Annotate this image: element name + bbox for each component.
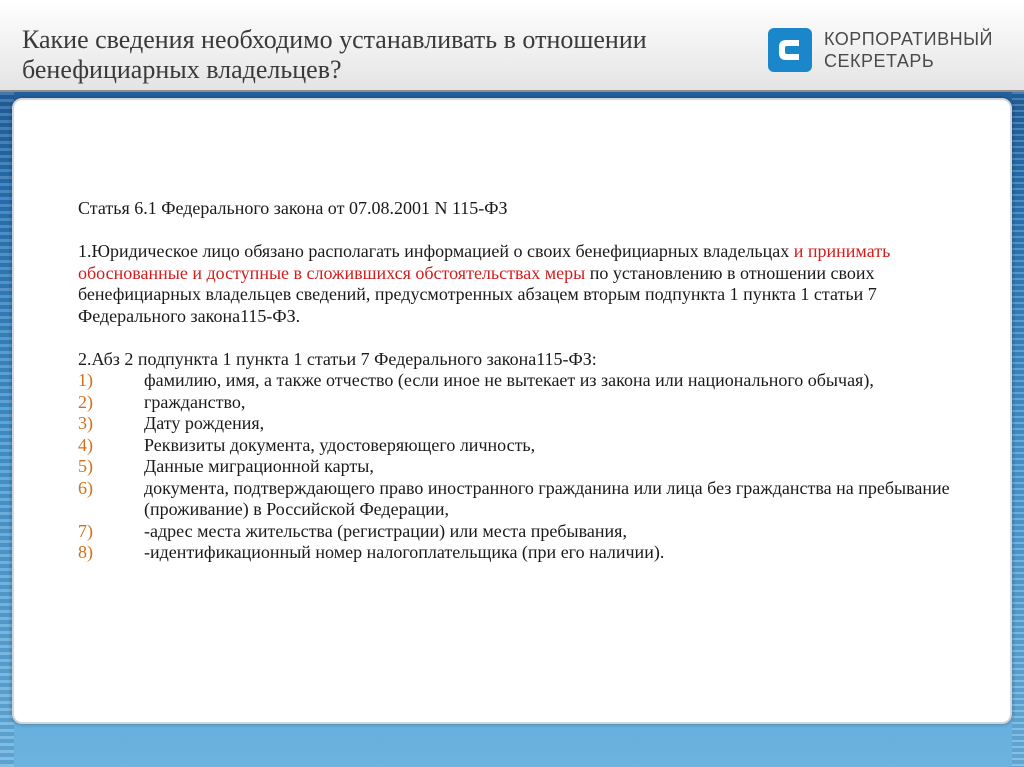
list-item bbox=[78, 413, 958, 435]
company-logo bbox=[768, 26, 1008, 74]
paragraph-1-suffix: по установлению в отношении своих бенефициарных владельцев сведений, предусмотренных абзацем вторым подпункта 1 пункта 1 статьи 7 Федерального закона115-ФЗ. bbox=[78, 262, 877, 326]
list-item bbox=[78, 542, 958, 564]
spacer bbox=[78, 327, 958, 349]
slide-title: Какие сведения необходимо устанавливать в отношении бенефициарных владельцев? bbox=[22, 25, 647, 84]
list-number: 7) bbox=[78, 520, 93, 541]
paragraph-1-prefix: 1.Юридическое лицо обязано располагать информацией о своих бенефициарных владельцах bbox=[78, 241, 794, 261]
article-heading: Статья 6.1 Федерального закона от 07.08.2001 N 115-ФЗ bbox=[78, 198, 508, 218]
body-text bbox=[78, 198, 958, 564]
list-number: 2) bbox=[78, 391, 93, 412]
list-item bbox=[78, 521, 958, 543]
list-number: 8) bbox=[78, 542, 93, 562]
logo-line-2: СЕКРЕТАРЬ bbox=[824, 51, 935, 71]
list-number: 1) bbox=[78, 370, 93, 390]
paragraph-1 bbox=[78, 241, 958, 327]
list-number: 5) bbox=[78, 456, 93, 476]
logo-text bbox=[824, 28, 1014, 72]
list-item bbox=[78, 478, 958, 521]
content-panel bbox=[12, 98, 1012, 724]
list-text: -адрес места жительства (регистрации) или места пребывания, bbox=[144, 520, 627, 541]
list-item bbox=[78, 370, 958, 392]
list-text: фамилию, имя, а также отчество (если иное не вытекает из закона или национального обычая), bbox=[144, 370, 874, 390]
header-band bbox=[0, 0, 1024, 92]
list-text: гражданство, bbox=[144, 391, 246, 412]
list-item bbox=[78, 456, 958, 478]
list-number: 3) bbox=[78, 413, 93, 433]
list-text: документа, подтверждающего право иностранного гражданина или лица без гражданства на пребывание (проживание) в Российской Федерации, bbox=[144, 477, 950, 519]
list-number: 4) bbox=[78, 434, 93, 455]
list-item bbox=[78, 435, 958, 457]
paragraph-1-highlight: и принимать обоснованные и доступные в сложившихся обстоятельствах меры bbox=[78, 241, 891, 283]
right-decoration bbox=[1012, 92, 1024, 767]
list-text: -идентификационный номер налогоплательщика (при его наличии). bbox=[144, 542, 665, 562]
c-logo-icon bbox=[768, 28, 812, 72]
list-item bbox=[78, 392, 958, 414]
requirements-list bbox=[78, 370, 958, 564]
paragraph-2-heading: 2.Абз 2 подпункта 1 пункта 1 статьи 7 Федерального закона115-ФЗ: bbox=[78, 348, 597, 369]
list-text: Реквизиты документа, удостоверяющего личность, bbox=[144, 434, 536, 455]
list-number: 6) bbox=[78, 477, 93, 498]
spacer bbox=[78, 220, 958, 242]
list-text: Данные миграционной карты, bbox=[144, 456, 374, 476]
list-text: Дату рождения, bbox=[144, 413, 265, 433]
logo-line-1: КОРПОРАТИВНЫЙ bbox=[824, 29, 993, 49]
